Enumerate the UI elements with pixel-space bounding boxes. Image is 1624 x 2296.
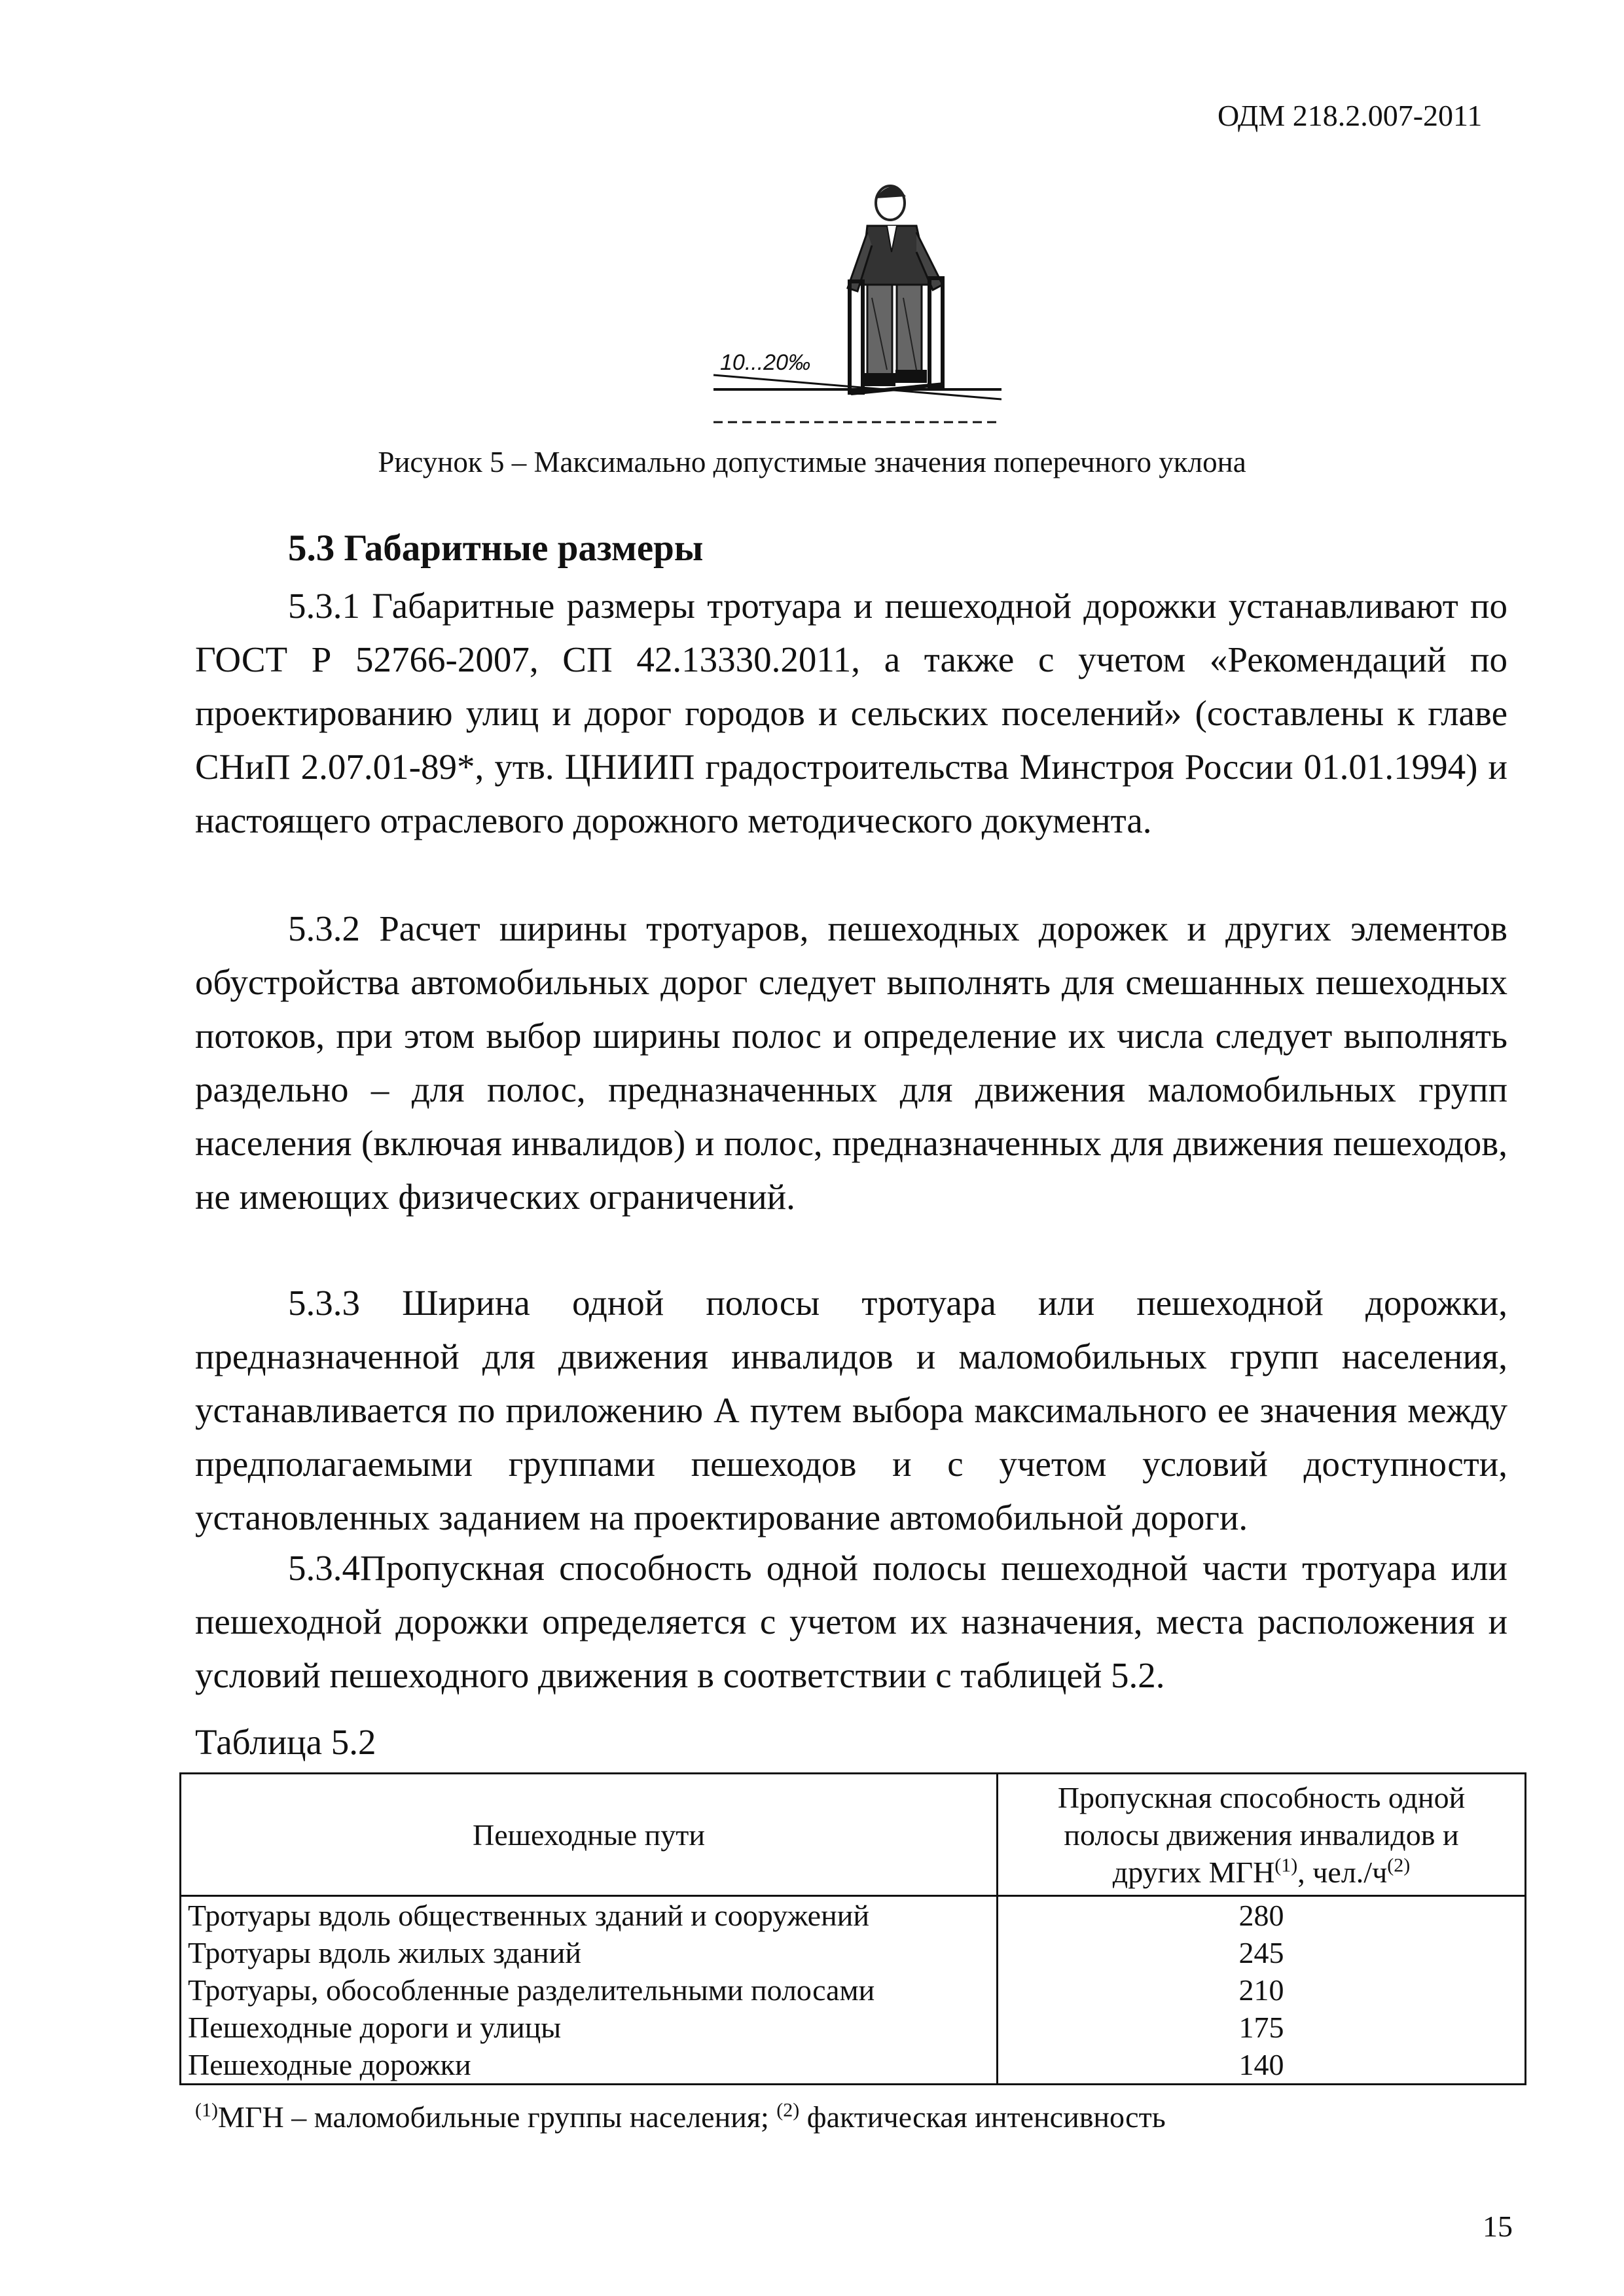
row-value: 210 <box>998 1971 1526 2009</box>
table-footnote <box>195 2100 1166 2134</box>
table-row <box>181 2046 1526 2085</box>
wheelchair-user-on-slope-icon <box>700 173 1001 435</box>
row-path: Тротуары, обособленные разделительными полосами <box>181 1971 998 2009</box>
header-capacity <box>998 1774 1526 1896</box>
row-value: 280 <box>998 1896 1526 1935</box>
footnote-text-2: фактическая интенсивность <box>799 2100 1166 2134</box>
header-capacity-line1: Пропускная способность одной <box>1057 1780 1466 1814</box>
paragraph-5-3-3: 5.3.3 Ширина одной полосы тротуара или пешеходной дорожки, предназначенной для движения инвалидов и маломобильных групп населения, устанавливается по приложению А путем выбора максимального ее значения между предполагаемыми группами пешеходов и с учетом условий доступности, установленных заданием на проектирование автомобильной дороги. <box>195 1283 1507 1537</box>
figure-caption: Рисунок 5 – Максимально допустимые значения поперечного уклона <box>378 446 1246 478</box>
table-row <box>181 1896 1526 1935</box>
row-value: 175 <box>998 2009 1526 2046</box>
row-value: 140 <box>998 2046 1526 2085</box>
footnote-sup-2: (2) <box>776 2099 800 2121</box>
section-heading: 5.3 Габаритные размеры <box>288 528 704 569</box>
table-row <box>181 1971 1526 2009</box>
row-path: Тротуары вдоль жилых зданий <box>181 1934 998 1971</box>
capacity-table <box>179 1772 1526 2085</box>
table-row <box>181 1934 1526 1971</box>
header-capacity-line2: полосы движения инвалидов и <box>1064 1818 1459 1852</box>
paragraph-5-3-2: 5.3.2 Расчет ширины тротуаров, пешеходных дорожек и других элементов обустройства автомобильных дорог следует выполнять для смешанных пешеходных потоков, при этом выбор ширины полос и определение их числа следует выполнять раздельно – для полос, предназначенных для движения маломобильных групп населения (включая инвалидов) и полос, предназначенных для движения пешеходов, не имеющих физических ограничений. <box>195 908 1507 1217</box>
paragraph-5-3-4: 5.3.4Пропускная способность одной полосы пешеходной части тротуара или пешеходной дорожки определяется с учетом их назначения, места расположения и условий пешеходного движения в соответствии с таблицей 5.2. <box>195 1548 1507 1695</box>
page-number: 15 <box>1483 2210 1513 2243</box>
paragraph-5-3-1: 5.3.1 Габаритные размеры тротуара и пешеходной дорожки устанавливают по ГОСТ Р 52766-2007, СП 42.13330.2011, а также с учетом «Рекомендаций по проектированию улиц и дорог городов и сельских поселений» (составлены к главе СНиП 2.07.01-89*, утв. ЦНИИП градостроительства Минстроя России 01.01.1994) и настоящего отраслевого дорожного методического документа. <box>195 586 1507 840</box>
header-capacity-line3b: , чел./ч <box>1297 1855 1388 1889</box>
document-code: ОДМ 218.2.007-2011 <box>1218 99 1483 132</box>
slope-label: 10...20‰ <box>720 350 810 375</box>
header-pedestrian-paths: Пешеходные пути <box>181 1774 998 1896</box>
table-row <box>181 2009 1526 2046</box>
header-sup-2: (2) <box>1387 1854 1411 1876</box>
row-path: Тротуары вдоль общественных зданий и сооружений <box>181 1896 998 1935</box>
row-path: Пешеходные дорожки <box>181 2046 998 2085</box>
table-header-row <box>181 1774 1526 1896</box>
table-caption: Таблица 5.2 <box>195 1722 376 1762</box>
row-path: Пешеходные дороги и улицы <box>181 2009 998 2046</box>
header-sup-1: (1) <box>1274 1854 1298 1876</box>
row-value: 245 <box>998 1934 1526 1971</box>
footnote-sup-1: (1) <box>195 2099 218 2121</box>
header-capacity-line3a: других МГН <box>1112 1855 1275 1889</box>
footnote-text-1: МГН – маломобильные группы населения; <box>217 2100 777 2134</box>
